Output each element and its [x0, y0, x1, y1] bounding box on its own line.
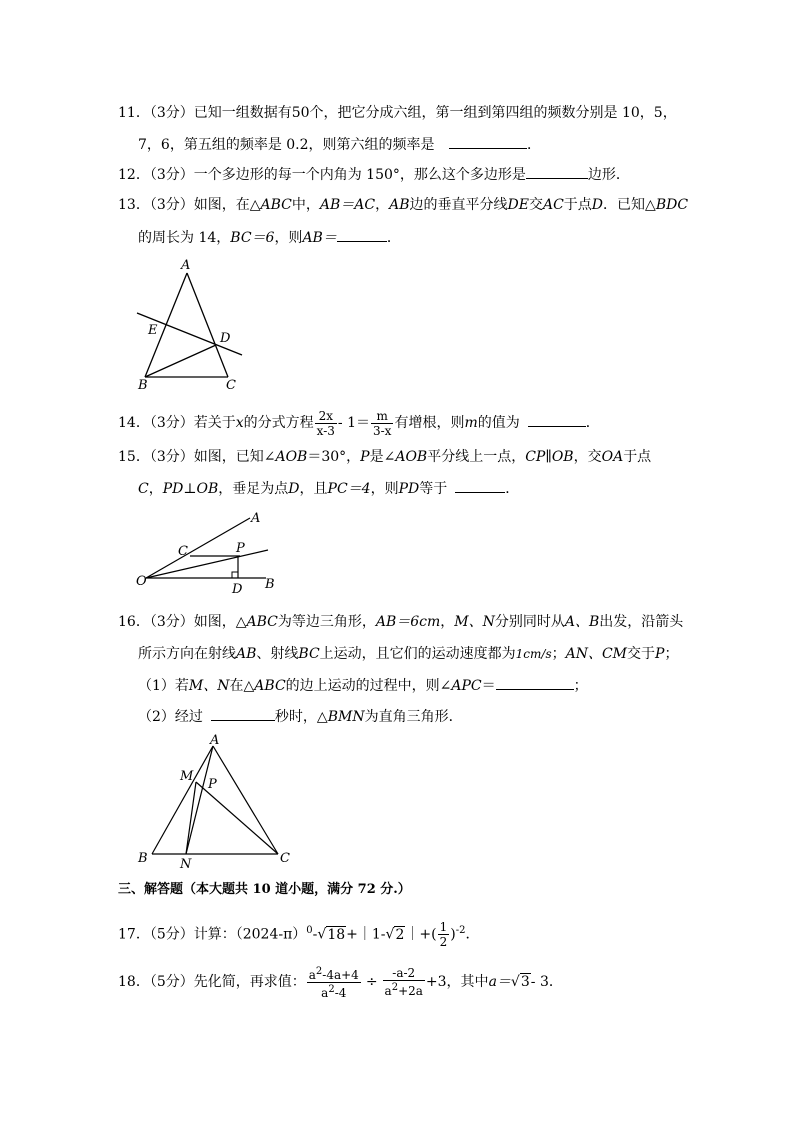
q13-abc: ABC — [260, 197, 292, 213]
q15-t3: 是∠ — [369, 449, 396, 465]
q13-de: DE — [507, 197, 529, 213]
q16-answer-blank-2[interactable] — [211, 706, 275, 721]
q16-seg-an — [186, 746, 213, 854]
q13-t5: 交 — [528, 197, 543, 213]
q16-mn: M、N — [454, 614, 495, 630]
q15-pd-ob: PD⊥OB — [162, 481, 219, 497]
q16-t10: 交于 — [627, 646, 656, 662]
q17-mid2: ｜+( — [405, 926, 437, 943]
q16-t9: ； — [551, 646, 566, 662]
q13-t7: ．已知△ — [603, 197, 656, 213]
q15-t11: 等于 — [419, 481, 448, 497]
q13-label-c: C — [226, 378, 236, 393]
q18-div: ÷ — [365, 974, 378, 990]
q13-t1: 13．（3分）如图，在△ — [118, 197, 261, 213]
q18-f1-den-sup: 2 — [328, 983, 335, 995]
q18-f2-den-sup: 2 — [391, 982, 399, 993]
q15-cp-ob: CP∥OB — [525, 449, 574, 465]
q13-label-d: D — [220, 331, 231, 346]
q15-aob: AOB — [275, 449, 308, 465]
q18-t1: 18．（5分）先化简，再求值： — [118, 974, 306, 990]
q13-line1 — [118, 195, 688, 215]
q16-t11: ； — [664, 646, 679, 662]
q16-t2: 为等边三角形， — [277, 614, 376, 630]
q16-s1-t3: 的边上运动的过程中，则∠ — [285, 678, 452, 694]
q17-mid: +｜1- — [346, 926, 386, 943]
q17-line: 17．（5分）计算：$(2024-\pi)^0-√18+|1-√2|+$( $\frac{1}{2}$ )$^{-2}$． — [118, 920, 480, 950]
q18-f2-den — [383, 981, 425, 998]
q18-rad3: 3 — [520, 974, 530, 990]
q13-t4: 边的垂直平分线 — [409, 197, 508, 213]
q18-fraction-2 — [383, 966, 425, 998]
q18-f2-den-a: a — [384, 984, 392, 998]
q15-t6: 于点 — [623, 449, 652, 465]
q16-ray-ab: AB — [236, 646, 257, 662]
q16-ray-bc: BC — [298, 646, 320, 662]
q16-label-m: M — [180, 769, 194, 784]
q11-line2 — [138, 134, 541, 155]
q16-s1-t4: ＝ — [481, 678, 496, 694]
q15-t7: ， — [148, 481, 163, 497]
q18-f2-num: -a-2 — [383, 966, 425, 981]
q13-ab2: AB＝ — [302, 230, 337, 246]
q16-t1: 16．（3分）如图，△ — [118, 614, 247, 630]
q15-d: D — [288, 481, 300, 497]
q17-sup-neg2: -2 — [455, 925, 466, 936]
q13-label-b: B — [138, 378, 148, 393]
q14-t4: 有增根，则 — [394, 415, 465, 431]
q15-label-d: D — [232, 582, 243, 595]
q15-c: C — [138, 481, 149, 497]
q16-s2-t2: 秒时，△ — [274, 709, 328, 725]
q16-sub2 — [138, 706, 463, 727]
q13-bdc: BDC — [655, 197, 689, 213]
q17-end: ． — [465, 926, 480, 943]
q16-s1-t2: 在△ — [229, 678, 255, 694]
q18-f1-den — [307, 983, 361, 1000]
q14-f1-den: x-3 — [316, 423, 335, 438]
q16-s1-t1: （1）若 — [138, 678, 189, 694]
q17-minus: - — [312, 926, 318, 943]
q16-seg-ac — [213, 746, 278, 854]
q16-t4: 分别同时从 — [494, 614, 565, 630]
q18-f1-num-a: a — [308, 967, 316, 982]
q18-f1-den-b: -4 — [334, 985, 347, 1000]
q14-answer-blank[interactable] — [528, 412, 586, 427]
q16-t8: 上运动，且它们的运动速度都为 — [319, 646, 516, 662]
q15-t5: ，交 — [573, 449, 602, 465]
q13-seg-ac — [187, 273, 228, 377]
q17-f-den: 2 — [439, 935, 448, 950]
q15-label-p: P — [236, 541, 245, 556]
q15-label-c: C — [178, 544, 188, 559]
q16-seg-ab — [152, 746, 213, 854]
q12-text: 12．（3分）一个多边形的每一个内角为 150°，那么这个多边形是 — [118, 167, 526, 183]
q13-d: D — [591, 197, 604, 213]
q15-oa: OA — [601, 449, 624, 465]
q16-s1-end: ； — [573, 678, 588, 694]
q18-t2: +3，其中 — [425, 974, 489, 990]
q16-label-p: P — [208, 777, 217, 792]
q13-label-a: A — [181, 258, 191, 273]
q18-line: 18．（5分）先化简，再求值： $\frac{a^2-4a+4}{a^2-4}$ ÷ $\frac{-a-2}{a^2+2a}$ +3，其中a＝√3- 3． — [118, 965, 563, 1000]
q16-s1-abc: ABC — [254, 678, 286, 694]
q15-right-angle-mark — [232, 572, 238, 578]
q14-f1-num: 2x — [315, 409, 337, 424]
q13-bc6: BC＝6 — [230, 230, 275, 246]
q14-fraction-2 — [371, 409, 393, 438]
q16-line1 — [118, 612, 683, 632]
q15-ray-oa — [146, 518, 250, 578]
q16-p: P — [655, 646, 665, 662]
q16-abc: ABC — [246, 614, 278, 630]
q14-t2: 的分式方程 — [243, 415, 314, 431]
q16-bmn: BMN — [327, 709, 365, 725]
q15-answer-blank[interactable] — [455, 478, 505, 493]
q14-t1: 14．（3分）若关于 — [118, 415, 236, 431]
q13-t2: 中， — [291, 197, 320, 213]
q16-label-a: A — [210, 733, 220, 748]
q16-sub1 — [138, 675, 588, 696]
q18-t3: - 3． — [530, 974, 563, 990]
q15-pc4: PC＝4 — [327, 481, 371, 497]
q16-line2 — [138, 644, 678, 664]
q15-figure — [132, 505, 282, 595]
q13-ab-eq-ac: AB＝AC — [319, 197, 376, 213]
q18-aeq: a＝ — [488, 974, 511, 990]
q16-ab: A、B — [564, 614, 600, 630]
q13-t6: 于点 — [563, 197, 592, 213]
q14-m: m — [464, 415, 478, 431]
q15-t2: ＝30°， — [307, 449, 361, 465]
q17-close: ) — [450, 926, 456, 943]
q17-rad18: 18 — [327, 926, 346, 943]
q12-end: 边形． — [587, 167, 630, 183]
q11-line1 — [118, 103, 677, 123]
q13-t8: 的周长为 14， — [138, 230, 231, 246]
q17-t1: 17．（5分）计算： — [118, 926, 236, 943]
q15-label-o: O — [136, 574, 147, 589]
q14-fraction-1 — [315, 409, 337, 438]
q16-s2-t1: （2）经过 — [138, 709, 203, 725]
q14-x: x — [235, 415, 244, 431]
q16-apc: APC — [451, 678, 482, 694]
q12-answer-blank[interactable] — [526, 164, 588, 179]
q14-t5: 的值为 — [477, 415, 520, 431]
section-3-title: 三、解答题（本大题共 10 道小题，满分 72 分.） — [118, 882, 411, 897]
q11-period: ． — [526, 137, 541, 153]
q12-line — [118, 164, 630, 185]
q13-ab: AB — [389, 197, 410, 213]
q15-label-b: B — [265, 577, 275, 592]
q15-pd: PD — [398, 481, 420, 497]
q14-f2-den: 3-x — [372, 423, 392, 438]
q13-answer-blank[interactable] — [337, 227, 387, 242]
q16-ab6: AB＝6cm — [375, 614, 441, 630]
q18-f2-den-b: +2a — [398, 984, 423, 998]
q14-end: ． — [585, 415, 600, 431]
q15-line1 — [118, 447, 651, 467]
q18-fraction-1 — [307, 965, 361, 1000]
q15-t9: ，且 — [299, 481, 328, 497]
q15-t10: ，则 — [370, 481, 399, 497]
q16-t3: ， — [440, 614, 455, 630]
q15-bisector-op — [146, 550, 268, 578]
q15-label-a: A — [251, 511, 261, 526]
q14-t3: - 1＝ — [337, 415, 370, 431]
q13-line2 — [138, 227, 401, 248]
q13-figure — [130, 255, 250, 395]
q16-t5: 出发，沿箭头 — [599, 614, 684, 630]
q13-t9: ，则 — [274, 230, 303, 246]
q15-line2 — [138, 478, 519, 499]
q17-expr1: （2024-π） — [235, 926, 307, 943]
q15-t1: 15．（3分）如图，已知∠ — [118, 449, 276, 465]
q13-t3: ， — [375, 197, 390, 213]
q13-label-e: E — [148, 323, 158, 338]
q15-t8: ，垂足为点 — [218, 481, 289, 497]
q17-f-num: 1 — [439, 920, 448, 935]
q16-label-n: N — [180, 857, 192, 872]
q13-end: ． — [386, 230, 401, 246]
q16-label-c: C — [280, 851, 290, 866]
q14-line — [118, 405, 600, 441]
q16-t7: 、射线 — [256, 646, 299, 662]
q11-answer-blank[interactable] — [449, 134, 527, 149]
q16-seg-cm — [196, 782, 278, 854]
q14-f2-num: m — [371, 409, 393, 424]
q18-f1-num-b: -4a+4 — [322, 967, 359, 982]
q16-figure — [132, 732, 302, 872]
q16-s2-t3: 为直角三角形． — [364, 709, 463, 725]
q16-label-b: B — [138, 851, 148, 866]
q11-text-1: 11．（3分）已知一组数据有50个，把它分成六组，第一组到第四组的频数分别是 10，5， — [118, 105, 677, 121]
q17-rad2: 2 — [395, 926, 405, 943]
q15-p: P — [360, 449, 370, 465]
q16-s1-mn: M、N — [188, 678, 230, 694]
q17-sup0: 0 — [306, 925, 313, 936]
q16-t6: 所示方向在射线 — [138, 646, 236, 662]
q17-fraction — [438, 920, 450, 949]
q16-speed: 1cm/s — [515, 647, 552, 661]
q15-end: ． — [505, 481, 520, 497]
q15-aob2: AOB — [395, 449, 428, 465]
q16-answer-blank-1[interactable] — [496, 675, 574, 690]
q18-f1-num-sup: 2 — [315, 965, 323, 977]
q18-f1-den-a: a — [321, 985, 329, 1000]
q13-ac: AC — [542, 197, 564, 213]
q16-an-cm: AN、CM — [565, 646, 628, 662]
q18-f1-num — [307, 965, 361, 983]
q15-t4: 平分线上一点， — [427, 449, 526, 465]
q11-text-2: 7，6，第五组的频率是 0.2，则第六组的频率是 — [138, 137, 435, 153]
